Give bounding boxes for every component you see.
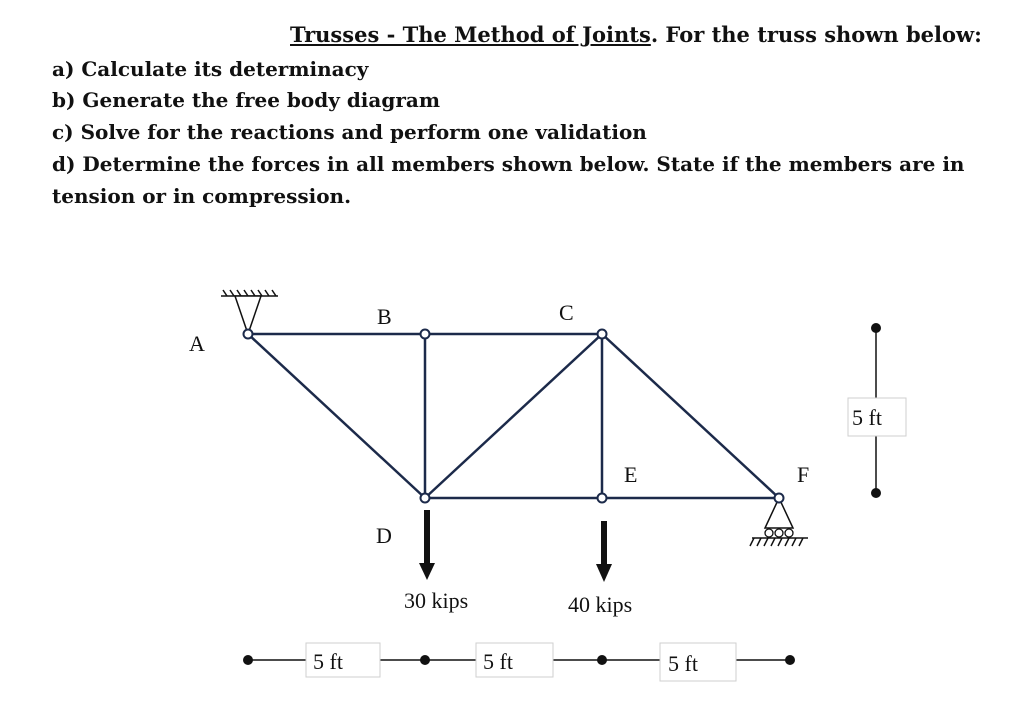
joint-c: [598, 330, 607, 339]
member-dc: [425, 334, 602, 498]
joint-label-a: A: [189, 331, 205, 356]
joint-label-b: B: [377, 304, 392, 329]
problem-title-suffix: . For the truss shown below:: [650, 22, 982, 47]
pin-support-a: [221, 290, 278, 334]
dimension-label-ad: 5 ft: [313, 649, 343, 674]
joint-f: [775, 494, 784, 503]
joint-e: [598, 494, 607, 503]
joint-label-f: F: [797, 462, 810, 487]
dimension-label-height: 5 ft: [852, 405, 882, 430]
load-label-e: 40 kips: [568, 592, 633, 617]
dimension-tick-e: [597, 655, 607, 665]
load-arrow-d: [419, 510, 435, 580]
truss-members: [248, 334, 779, 498]
member-ad: [248, 334, 425, 498]
joint-label-c: C: [559, 300, 574, 325]
dimension-tick-d: [420, 655, 430, 665]
vertical-dimension: [848, 323, 906, 498]
joint-a: [244, 330, 253, 339]
horizontal-dimension: [243, 643, 795, 681]
step-c: c) Solve for the reactions and perform one validation: [52, 120, 647, 144]
step-a: a) Calculate its determinacy: [52, 57, 369, 81]
dimension-label-de: 5 ft: [483, 649, 513, 674]
joint-label-e: E: [624, 462, 638, 487]
step-b: b) Generate the free body diagram: [52, 88, 440, 112]
problem-title-main: Trusses - The Method of Joints: [290, 22, 651, 47]
roller-support-f: [750, 498, 808, 546]
dimension-tick-a: [243, 655, 253, 665]
dimension-label-ef: 5 ft: [668, 651, 698, 676]
load-label-d: 30 kips: [404, 588, 469, 613]
joint-d: [421, 494, 430, 503]
joint-label-d: D: [376, 523, 392, 548]
dimension-tick-f: [785, 655, 795, 665]
vertical-tick-top: [871, 323, 881, 333]
joint-b: [421, 330, 430, 339]
step-d: d) Determine the forces in all members shown below. State if the members are in: [52, 152, 965, 176]
vertical-tick-bottom: [871, 488, 881, 498]
step-d-continued: tension or in compression.: [52, 184, 352, 208]
load-arrow-e: [596, 521, 612, 582]
